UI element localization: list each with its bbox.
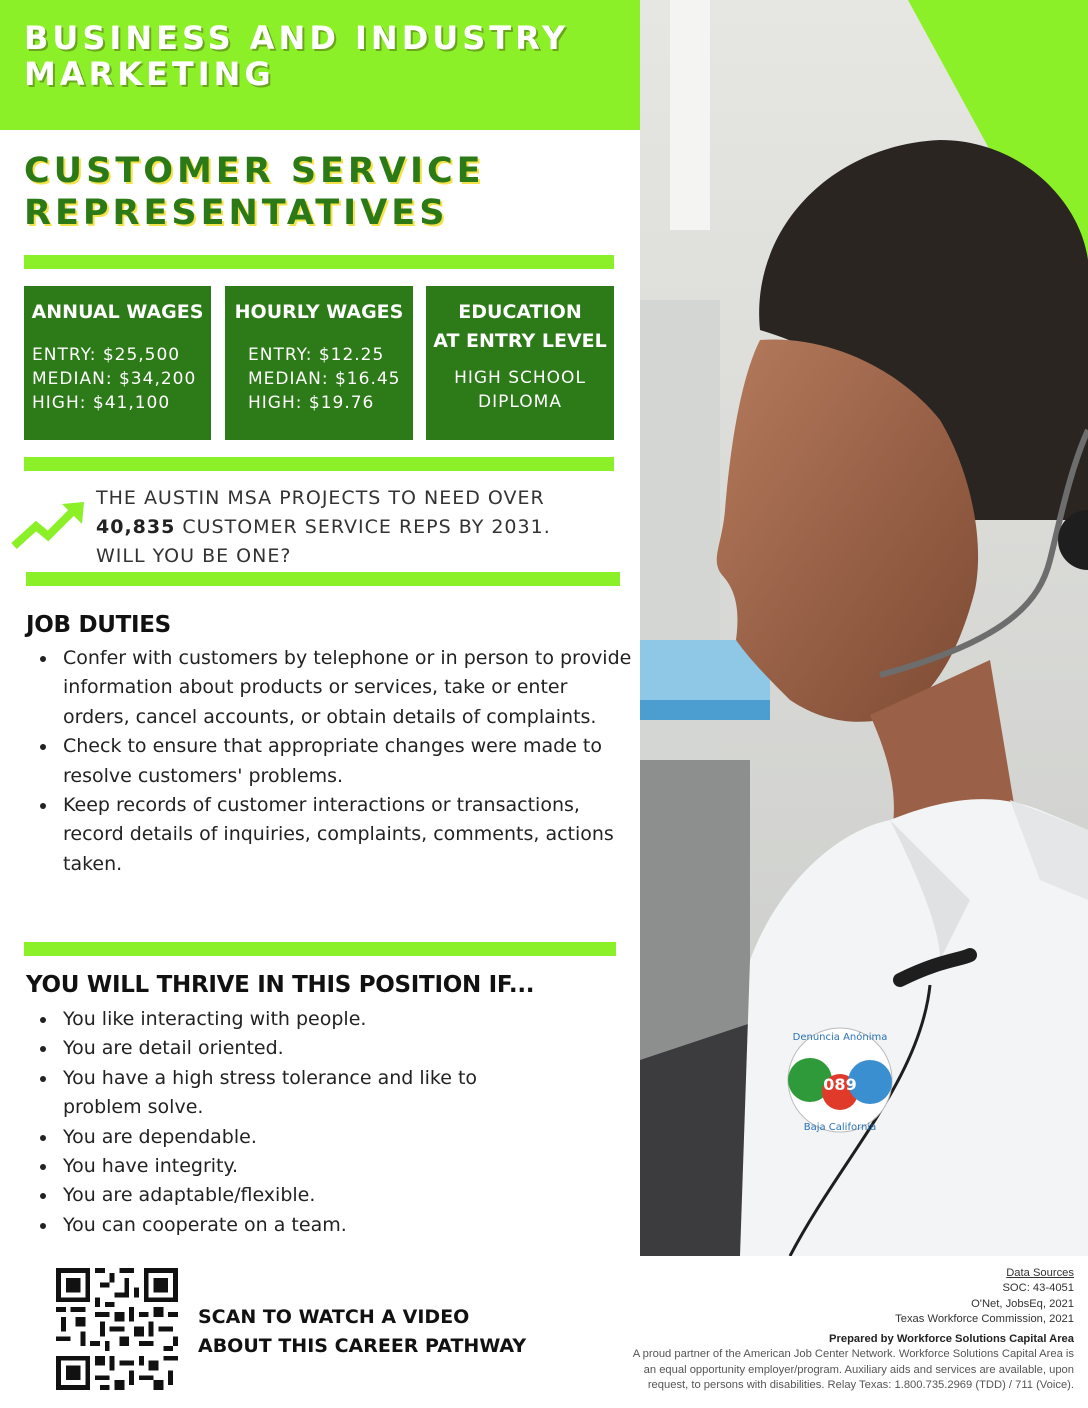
scan-cta-line-1: SCAN TO WATCH A VIDEO — [198, 1306, 470, 1328]
job-duties-heading: JOB DUTIES — [26, 612, 171, 638]
divider — [24, 255, 614, 269]
list-item: You have integrity. — [36, 1152, 516, 1181]
projection-text — [96, 484, 626, 571]
projection-line-2: CUSTOMER SERVICE REPS BY 2031. — [175, 516, 551, 538]
list-item: You are dependable. — [36, 1123, 516, 1152]
data-sources-title: Data Sources — [1006, 1267, 1074, 1279]
education-heading-2: AT ENTRY LEVEL — [433, 330, 607, 352]
data-source-onet: O'Net, JobsEq, 2021 — [971, 1297, 1074, 1310]
divider — [26, 572, 620, 586]
projection-line-3: WILL YOU BE ONE? — [96, 545, 292, 567]
hourly-wages-box — [225, 286, 413, 440]
trend-up-arrow-icon — [10, 500, 86, 552]
category-heading: BUSINESS AND INDUSTRY MARKETING — [24, 19, 570, 93]
list-item: You like interacting with people. — [36, 1005, 516, 1034]
education-value-2: DIPLOMA — [478, 392, 562, 412]
header-band — [0, 0, 640, 130]
photo-illustration — [640, 0, 1088, 1256]
list-item: You are detail oriented. — [36, 1034, 516, 1063]
divider — [24, 457, 614, 471]
annual-high: HIGH: $41,100 — [32, 393, 171, 413]
job-duties-list — [36, 644, 636, 879]
annual-wages-heading: ANNUAL WAGES — [31, 301, 204, 323]
annual-wages-box — [24, 286, 211, 440]
hourly-entry: ENTRY: $12.25 — [248, 345, 385, 365]
svg-text:Denuncia Anónima: Denuncia Anónima — [792, 1032, 888, 1043]
hourly-high: HIGH: $19.76 — [248, 393, 375, 413]
representative-photo — [640, 0, 1088, 1256]
prepared-by: Prepared by Workforce Solutions Capital Area — [829, 1333, 1074, 1345]
svg-text:089: 089 — [823, 1075, 857, 1094]
divider — [24, 942, 616, 956]
projection-line-1: THE AUSTIN MSA PROJECTS TO NEED OVER — [96, 487, 545, 509]
svg-text:Baja California: Baja California — [803, 1122, 877, 1133]
hourly-wages-heading: HOURLY WAGES — [234, 301, 404, 323]
scan-cta-line-2: ABOUT THIS CAREER PATHWAY — [198, 1335, 527, 1357]
footer-line-2: an equal opportunity employer/program. Auxiliary aids and services are available, upon — [643, 1363, 1074, 1376]
page-title: CUSTOMER SERVICE REPRESENTATIVES — [24, 151, 485, 233]
list-item: You can cooperate on a team. — [36, 1211, 516, 1240]
hourly-median: MEDIAN: $16.45 — [248, 369, 401, 389]
data-sources — [895, 1266, 1074, 1328]
education-value-1: HIGH SCHOOL — [454, 368, 586, 388]
education-heading-1: EDUCATION — [458, 301, 582, 323]
thrive-list — [36, 1005, 516, 1240]
footer-line-3: request, to persons with disabilities. Relay Texas: 1.800.735.2969 (TDD) / 711 (Voice). — [647, 1379, 1074, 1392]
data-source-twc: Texas Workforce Commission, 2021 — [895, 1313, 1074, 1326]
qr-code-icon[interactable] — [56, 1268, 178, 1390]
list-item: Keep records of customer interactions or transactions, record details of inquiries, complaints, comments, actions taken. — [36, 791, 636, 879]
education-box — [426, 286, 614, 440]
list-item: You have a high stress tolerance and like to problem solve. — [36, 1064, 516, 1123]
annual-median: MEDIAN: $34,200 — [32, 369, 197, 389]
footer-disclaimer — [633, 1332, 1074, 1394]
list-item: Check to ensure that appropriate changes were made to resolve customers' problems. — [36, 732, 636, 791]
list-item: Confer with customers by telephone or in person to provide information about products or services, take or enter orders, cancel accounts, or obtain details of complaints. — [36, 644, 636, 732]
scan-cta — [198, 1303, 526, 1361]
footer-line-1: A proud partner of the American Job Center Network. Workforce Solutions Capital Area is — [632, 1348, 1074, 1361]
list-item: You are adaptable/flexible. — [36, 1181, 516, 1210]
shirt-badge-logo — [788, 1028, 892, 1133]
annual-entry: ENTRY: $25,500 — [32, 345, 181, 365]
data-source-soc: SOC: 43-4051 — [1002, 1282, 1074, 1295]
thrive-heading: YOU WILL THRIVE IN THIS POSITION IF... — [26, 972, 535, 998]
projection-number: 40,835 — [96, 516, 176, 538]
